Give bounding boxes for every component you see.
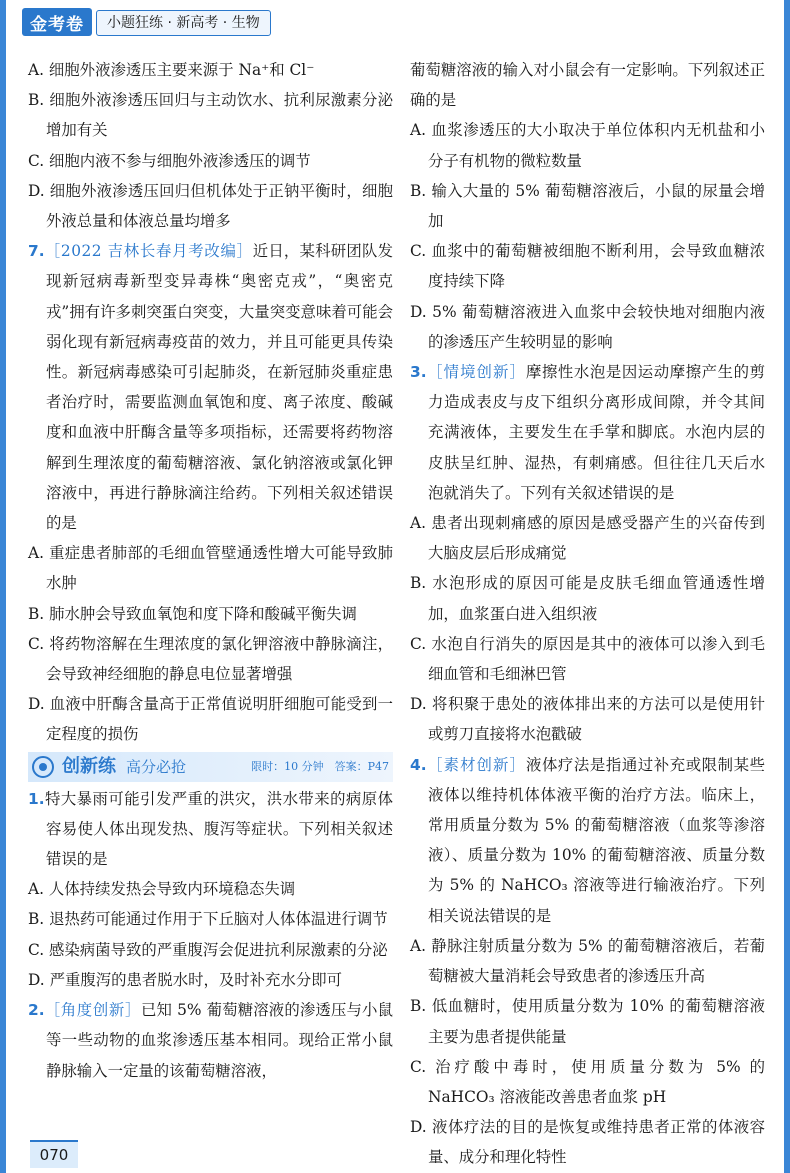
q7-number: 7. xyxy=(28,242,45,261)
q1-option-b: B. 退热药可能通过作用于下丘脑对人体体温进行调节 xyxy=(28,910,388,929)
q4-tag: ［素材创新］ xyxy=(426,755,526,774)
q1-option-c: C. 感染病菌导致的严重腹泻会促进抗利尿激素的分泌 xyxy=(28,940,388,959)
q2-tag: ［角度创新］ xyxy=(44,1001,141,1020)
q4-option-b: B. 低血糖时，使用质量分数为 10% 的葡萄糖溶液主要为患者提供能量 xyxy=(410,997,765,1046)
q7-option-d: D. 血液中肝酶含量高于正常值说明肝细胞可能受到一定程度的损伤 xyxy=(28,695,393,744)
q2-option-a: A. 血浆渗透压的大小取决于单位体积内无机盐和小分子有机物的微粒数量 xyxy=(410,121,765,170)
question-3 xyxy=(410,357,765,508)
q7-option-b: B. 肺水肿会导致血氧饱和度下降和酸碱平衡失调 xyxy=(28,604,357,623)
section-time-limit: 限时：10 分钟 答案：P47 xyxy=(251,759,389,773)
q6-option-b: B. 细胞外液渗透压回归与主动饮水、抗利尿激素分泌增加有关 xyxy=(28,91,393,140)
q2-stem-continued: 葡萄糖溶液的输入对小鼠会有一定影响。下列叙述正确的是 xyxy=(410,61,765,110)
question-2 xyxy=(28,995,393,1086)
section-subtitle: 高分必抢 xyxy=(126,757,187,776)
q6-option-c: C. 细胞内液不参与细胞外液渗透压的调节 xyxy=(28,151,311,170)
q7-stem: 近日，某科研团队发现新冠病毒新型变异毒株“奥密克戎”，“奥密克戎”拥有许多刺突蛋白突变，大量突变意味着可能会弱化现有新冠病毒疫苗的效力，并且可能更具传染性。新冠病毒感染可引起肺炎，在新冠肺炎重症患者治疗时，需要监测血氧饱和度、离子浓度、酸碱度和血液中肝酶含量等多项指标，还需要将药物溶解到生理浓度的葡萄糖溶液、氯化钠溶液或氯化钾溶液中，再进行静脉滴注给药。下列相关叙述错误的是 xyxy=(46,242,393,533)
left-column xyxy=(28,55,393,1086)
q6-option-d: D. 细胞外液渗透压回归但机体处于正钠平衡时，细胞外液总量和体液总量均增多 xyxy=(28,181,393,231)
q3-option-c: C. 水泡自行消失的原因是其中的液体可以渗入到毛细血管和毛细淋巴管 xyxy=(410,634,765,684)
q4-stem: 液体疗法是指通过补充或限制某些液体以维持机体体液平衡的治疗方法。临床上，常用质量分数为 5% 的葡萄糖溶液（血浆等渗溶液）、质量分数为 10% 的葡萄糖溶液、质量分数为 5% 的 NaHCO₃ 溶液等进行输液治疗。下列相关说法错误的是 xyxy=(428,755,765,925)
q2-option-c: C. 血浆中的葡萄糖被细胞不断利用，会导致血糖浓度持续下降 xyxy=(410,242,765,291)
q1-option-a: A. 人体持续发热会导致内环境稳态失调 xyxy=(28,880,296,899)
right-edge-strip xyxy=(784,0,790,1173)
q3-option-d: D. 将积聚于患处的液体排出来的方法可以是使用针或剪刀直接将水泡戳破 xyxy=(410,695,765,744)
q3-option-a: A. 患者出现刺痛感的原因是感受器产生的兴奋传到大脑皮层后形成痛觉 xyxy=(410,514,765,563)
question-1 xyxy=(28,784,393,875)
right-column xyxy=(410,55,765,1173)
q4-number: 4. xyxy=(410,755,427,774)
page-number: 070 xyxy=(30,1140,78,1168)
q2-option-d: D. 5% 葡萄糖溶液进入血浆中会较快地对细胞内液的渗透压产生较明显的影响 xyxy=(410,302,765,351)
q1-number: 1. xyxy=(28,789,45,808)
series-title: 小题狂练 · 新高考 · 生物 xyxy=(96,10,271,36)
section-header-innovation xyxy=(28,752,393,782)
section-title: 创新练 xyxy=(62,755,116,777)
question-4 xyxy=(410,750,765,931)
q7-tag: ［2022 吉林长春月考改编］ xyxy=(44,242,253,261)
q3-stem: 摩擦性水泡是因运动摩擦产生的剪力造成表皮与皮下组织分离形成间隙，并令其间充满液体，主要发生在手掌和脚底。水泡内层的皮肤呈红肿、湿热，有刺痛感。但往往几天后水泡就消失了。下列有关叙述错误的是 xyxy=(428,363,765,502)
target-icon xyxy=(32,756,54,778)
q2-option-b: B. 输入大量的 5% 葡萄糖溶液后，小鼠的尿量会增加 xyxy=(410,181,765,231)
q1-option-d: D. 严重腹泻的患者脱水时，及时补充水分即可 xyxy=(28,970,342,989)
question-6-options xyxy=(28,55,393,236)
brand-logo: 金考卷 xyxy=(22,8,92,36)
left-edge-strip xyxy=(0,0,6,1173)
q4-option-d: D. 液体疗法的目的是恢复或维持患者正常的体液容量、成分和理化特性 xyxy=(410,1118,765,1167)
q6-option-a: A. 细胞外液渗透压主要来源于 Na⁺和 Cl⁻ xyxy=(28,61,315,79)
q2-stem-start: 已知 5% 葡萄糖溶液的渗透压与小鼠等一些动物的血浆渗透压基本相同。现给正常小鼠静脉输入一定量的该葡萄糖溶液， xyxy=(46,1001,393,1080)
q4-option-a: A. 静脉注射质量分数为 5% 的葡萄糖溶液后，若葡萄糖被大量消耗会导致患者的渗透压升高 xyxy=(410,936,765,986)
q7-option-a: A. 重症患者肺部的毛细血管壁通透性增大可能导致肺水肿 xyxy=(28,544,393,593)
q3-tag: ［情境创新］ xyxy=(426,363,526,382)
q2-number: 2. xyxy=(28,1001,45,1020)
q4-option-c: C. 治疗酸中毒时，使用质量分数为 5% 的 NaHCO₃ 溶液能改善患者血浆 pH xyxy=(410,1057,765,1106)
q3-number: 3. xyxy=(410,363,427,382)
q1-stem: 特大暴雨可能引发严重的洪灾，洪水带来的病原体容易使人体出现发热、腹泻等症状。下列相关叙述错误的是 xyxy=(44,789,393,869)
page-header xyxy=(0,0,790,40)
question-7 xyxy=(28,236,393,538)
q3-option-b: B. 水泡形成的原因可能是皮肤毛细血管通透性增加，血浆蛋白进入组织液 xyxy=(410,574,765,623)
q7-option-c: C. 将药物溶解在生理浓度的氯化钾溶液中静脉滴注，会导致神经细胞的静息电位显著增强 xyxy=(28,634,393,684)
